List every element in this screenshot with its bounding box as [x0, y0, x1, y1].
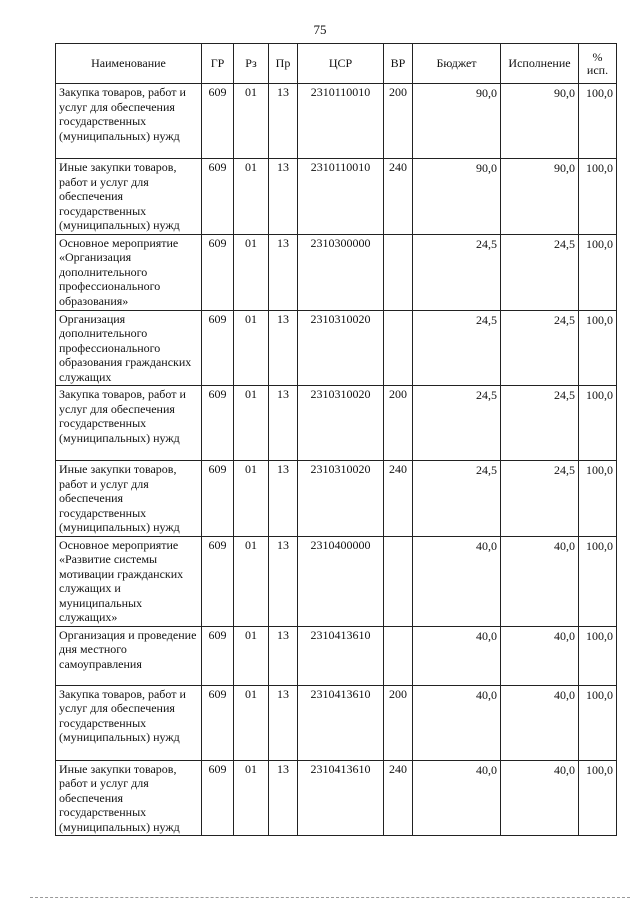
cell-execution-text: 40,0: [554, 538, 575, 553]
cell-pr-text: 13: [277, 235, 289, 250]
cell-vr: [384, 685, 413, 760]
cell-name: [56, 536, 202, 626]
table-body: [56, 84, 617, 836]
cell-execution-text: 24,5: [554, 388, 575, 402]
cell-budget: [413, 626, 501, 685]
budget-execution-table: [55, 43, 617, 836]
table-row: [56, 84, 617, 159]
cell-vr: [384, 626, 413, 685]
cell-pct: [579, 461, 617, 537]
cell-execution: [501, 461, 579, 537]
header-name: Наименование: [56, 44, 202, 84]
cell-vr: [384, 84, 413, 159]
header-budget: Бюджет: [413, 44, 501, 84]
cell-execution-text: 24,5: [554, 312, 575, 327]
cell-name-text: Закупка товаров, работ и услуг для обеспечения государственных (муниципальных) нужд: [59, 686, 186, 744]
cell-pct-text: 100,0: [586, 538, 613, 553]
cell-pct-text: 100,0: [586, 628, 613, 643]
cell-vr-text: 200: [389, 686, 407, 701]
cell-gr-text: 609: [208, 160, 227, 174]
page-number: 75: [313, 22, 327, 37]
cell-rz-text: 01: [245, 160, 257, 174]
cell-pct: [579, 234, 617, 310]
cell-rz-text: 01: [245, 311, 257, 326]
cell-gr-text: 609: [208, 686, 227, 701]
cell-pct-text: 100,0: [586, 236, 613, 251]
cell-csr: [298, 234, 384, 310]
cell-pct: [579, 626, 617, 685]
cell-pct-text: 100,0: [586, 161, 613, 175]
cell-gr-text: 609: [208, 235, 227, 250]
cell-gr: [202, 310, 234, 386]
cell-csr-text: 2310413610: [310, 627, 371, 642]
table-row: [56, 386, 617, 461]
cell-vr-text: 240: [389, 462, 407, 476]
cell-vr: [384, 159, 413, 235]
cell-execution-text: 40,0: [554, 687, 575, 702]
table-header-row: [56, 44, 617, 84]
cell-csr-text: 2310300000: [310, 235, 371, 250]
table-row: [56, 159, 617, 235]
cell-pr-text: 13: [277, 761, 289, 776]
cell-name: [56, 760, 202, 836]
cell-vr: [384, 461, 413, 537]
cell-vr: [384, 310, 413, 386]
cell-budget: [413, 234, 501, 310]
cell-csr: [298, 461, 384, 537]
cell-rz: [234, 234, 269, 310]
cell-gr: [202, 536, 234, 626]
cell-gr-text: 609: [208, 85, 227, 99]
cell-rz: [234, 84, 269, 159]
cell-rz: [234, 760, 269, 836]
cell-pr-text: 13: [277, 686, 289, 701]
cell-pct-text: 100,0: [586, 762, 613, 777]
cell-pr-text: 13: [277, 85, 289, 99]
page-edge-line: [30, 897, 630, 898]
cell-execution: [501, 84, 579, 159]
cell-gr: [202, 386, 234, 461]
cell-pct: [579, 310, 617, 386]
cell-budget: [413, 461, 501, 537]
cell-pr-text: 13: [277, 627, 289, 642]
cell-rz-text: 01: [245, 761, 257, 776]
cell-budget: [413, 310, 501, 386]
table-row: [56, 760, 617, 836]
cell-vr: [384, 536, 413, 626]
cell-gr: [202, 461, 234, 537]
cell-pct: [579, 760, 617, 836]
cell-name: [56, 234, 202, 310]
cell-csr: [298, 386, 384, 461]
cell-execution: [501, 626, 579, 685]
header-pr: Пр: [269, 44, 298, 84]
cell-vr-text: 240: [389, 160, 407, 174]
cell-budget-text: 90,0: [476, 161, 497, 175]
table-row: [56, 685, 617, 760]
cell-rz-text: 01: [245, 387, 257, 401]
cell-rz: [234, 536, 269, 626]
cell-execution-text: 40,0: [554, 628, 575, 643]
cell-vr: [384, 234, 413, 310]
cell-csr: [298, 536, 384, 626]
cell-gr: [202, 234, 234, 310]
cell-execution-text: 40,0: [554, 762, 575, 777]
cell-vr: [384, 760, 413, 836]
cell-budget: [413, 685, 501, 760]
cell-vr-text: 200: [389, 387, 407, 401]
cell-gr: [202, 760, 234, 836]
cell-gr-text: 609: [208, 387, 227, 401]
cell-pr: [269, 84, 298, 159]
cell-pr-text: 13: [277, 537, 289, 552]
cell-name-text: Основное мероприятие «Организация дополнительного профессионального образования»: [59, 235, 179, 308]
cell-budget-text: 40,0: [476, 687, 497, 702]
cell-pr-text: 13: [277, 387, 289, 401]
cell-name-text: Закупка товаров, работ и услуг для обеспечения государственных (муниципальных) нужд: [59, 85, 186, 143]
cell-budget-text: 24,5: [476, 236, 497, 251]
cell-pct-text: 100,0: [586, 687, 613, 702]
cell-pct: [579, 159, 617, 235]
cell-pct: [579, 536, 617, 626]
header-vr: ВР: [384, 44, 413, 84]
cell-pct-text: 100,0: [586, 388, 613, 402]
cell-name-text: Организация и проведение дня местного самоуправления: [59, 627, 197, 671]
cell-pct: [579, 386, 617, 461]
cell-csr-text: 2310310020: [310, 387, 371, 401]
cell-budget: [413, 386, 501, 461]
header-execution: Исполнение: [501, 44, 579, 84]
cell-execution-text: 90,0: [554, 86, 575, 100]
cell-pr: [269, 461, 298, 537]
cell-budget: [413, 760, 501, 836]
header-csr: ЦСР: [298, 44, 384, 84]
cell-budget-text: 24,5: [476, 463, 497, 477]
cell-rz-text: 01: [245, 686, 257, 701]
cell-execution: [501, 159, 579, 235]
cell-budget-text: 40,0: [476, 762, 497, 777]
cell-budget-text: 40,0: [476, 628, 497, 643]
cell-gr: [202, 685, 234, 760]
table-row: [56, 234, 617, 310]
cell-name-text: Иные закупки товаров, работ и услуг для обеспечения государственных (муниципальных) нужд: [59, 160, 180, 232]
cell-csr: [298, 685, 384, 760]
cell-csr: [298, 760, 384, 836]
cell-budget: [413, 536, 501, 626]
cell-pr: [269, 310, 298, 386]
cell-name: [56, 626, 202, 685]
cell-pr: [269, 536, 298, 626]
cell-gr: [202, 159, 234, 235]
cell-rz: [234, 159, 269, 235]
cell-rz: [234, 685, 269, 760]
cell-pr: [269, 386, 298, 461]
cell-rz: [234, 626, 269, 685]
cell-pr: [269, 685, 298, 760]
header-rz: Рз: [234, 44, 269, 84]
cell-rz-text: 01: [245, 537, 257, 552]
cell-vr: [384, 386, 413, 461]
cell-pct: [579, 84, 617, 159]
cell-pct-text: 100,0: [586, 86, 613, 100]
cell-csr-text: 2310400000: [310, 537, 371, 552]
cell-execution-text: 24,5: [554, 236, 575, 251]
cell-budget: [413, 159, 501, 235]
cell-execution: [501, 536, 579, 626]
cell-execution: [501, 234, 579, 310]
cell-gr-text: 609: [208, 761, 227, 776]
cell-gr-text: 609: [208, 462, 227, 476]
cell-execution-text: 90,0: [554, 161, 575, 175]
cell-rz-text: 01: [245, 627, 257, 642]
cell-execution: [501, 310, 579, 386]
cell-execution-text: 24,5: [554, 463, 575, 477]
cell-budget: [413, 84, 501, 159]
cell-csr-text: 2310310020: [310, 311, 371, 326]
cell-budget-text: 24,5: [476, 388, 497, 402]
table-row: [56, 310, 617, 386]
cell-csr: [298, 310, 384, 386]
cell-csr-text: 2310110010: [310, 160, 371, 174]
cell-gr: [202, 84, 234, 159]
cell-pct: [579, 685, 617, 760]
cell-name: [56, 159, 202, 235]
cell-csr-text: 2310413610: [310, 761, 371, 776]
header-pct: % исп.: [579, 44, 617, 84]
cell-budget-text: 24,5: [476, 312, 497, 327]
cell-rz-text: 01: [245, 85, 257, 99]
cell-execution: [501, 386, 579, 461]
table-row: [56, 626, 617, 685]
header-gr: ГР: [202, 44, 234, 84]
cell-pct-text: 100,0: [586, 312, 613, 327]
cell-name-text: Основное мероприятие «Развитие системы мотивации гражданских служащих и муниципальных служащих»: [59, 537, 184, 624]
cell-pr-text: 13: [277, 462, 289, 476]
table-row: [56, 536, 617, 626]
cell-name: [56, 310, 202, 386]
cell-pr: [269, 760, 298, 836]
cell-execution: [501, 685, 579, 760]
cell-csr-text: 2310310020: [310, 462, 371, 476]
cell-name-text: Иные закупки товаров, работ и услуг для обеспечения государственных (муниципальных) нужд: [59, 761, 180, 834]
cell-rz-text: 01: [245, 235, 257, 250]
cell-rz-text: 01: [245, 462, 257, 476]
cell-rz: [234, 386, 269, 461]
cell-execution: [501, 760, 579, 836]
cell-pr-text: 13: [277, 311, 289, 326]
cell-rz: [234, 461, 269, 537]
cell-budget-text: 40,0: [476, 538, 497, 553]
cell-name: [56, 84, 202, 159]
table-row: [56, 461, 617, 537]
cell-name-text: Закупка товаров, работ и услуг для обеспечения государственных (муниципальных) нужд: [59, 387, 186, 445]
cell-pr: [269, 159, 298, 235]
cell-budget-text: 90,0: [476, 86, 497, 100]
cell-gr-text: 609: [208, 311, 227, 326]
cell-csr: [298, 626, 384, 685]
cell-vr-text: 240: [389, 761, 407, 776]
cell-name: [56, 386, 202, 461]
cell-name-text: Иные закупки товаров, работ и услуг для обеспечения государственных (муниципальных) нужд: [59, 462, 180, 534]
cell-rz: [234, 310, 269, 386]
cell-pr-text: 13: [277, 160, 289, 174]
cell-gr-text: 609: [208, 627, 227, 642]
cell-name: [56, 685, 202, 760]
cell-pr: [269, 626, 298, 685]
cell-pct-text: 100,0: [586, 463, 613, 477]
cell-csr: [298, 159, 384, 235]
cell-csr: [298, 84, 384, 159]
cell-name-text: Организация дополнительного профессионального образования гражданских служащих: [59, 311, 192, 384]
cell-gr: [202, 626, 234, 685]
cell-pr: [269, 234, 298, 310]
cell-vr-text: 200: [389, 85, 407, 99]
cell-csr-text: 2310110010: [310, 85, 371, 99]
cell-csr-text: 2310413610: [310, 686, 371, 701]
cell-name: [56, 461, 202, 537]
cell-gr-text: 609: [208, 537, 227, 552]
